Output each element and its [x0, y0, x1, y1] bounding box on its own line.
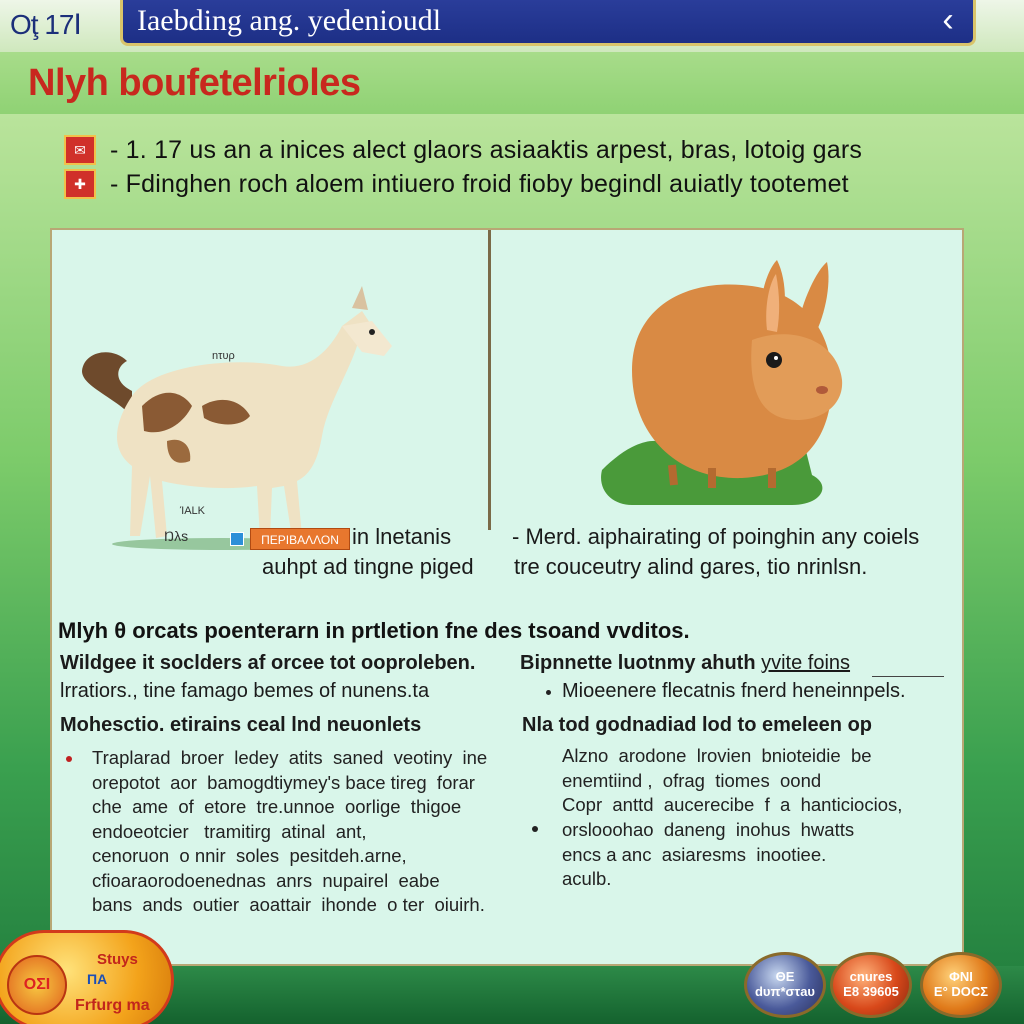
round-button-3[interactable]: [920, 952, 1002, 1018]
content-panel: [50, 228, 964, 966]
badge-text-3: Frfurg ma: [75, 997, 150, 1014]
chevron-left-icon[interactable]: ‹: [942, 1, 954, 39]
bullet-dot: [532, 826, 538, 832]
tag-button[interactable]: ΠΕΡΙΒΑΛΛΟΝ: [250, 528, 350, 550]
right-col-heading-link[interactable]: yvite foins: [761, 652, 851, 674]
left-col-heading: Wildgee it soclders af orcee tot ooproleben.: [60, 652, 476, 674]
left-col-paragraph: Traplarad broer ledey atits saned veotiny ine orepotot aor bamogdtiymey's bace tireg forar che ame of etore tre.unnoe oorlige thigoe endoeotcier tramitirg atinal ant, cenoruon o nnir soles pesitdeh.arne, cfioaraorodoenednas anrs nupairel eabe bans ands outier aoattair ihonde o ter oiuirh.: [92, 747, 488, 915]
section-heading: Nlyh boufetelrioles: [28, 62, 361, 104]
top-bullet-text: - 1. 17 us an a inices alect glaors asiaaktis arpest, bras, lotoig gars: [110, 135, 863, 164]
right-col-paragraph-2: orslooohao daneng inohus hwatts encs a anc asiaresms inootiee. aculb.: [562, 819, 855, 889]
round-button-1-line2: dυπ*στaυ: [754, 984, 815, 999]
round-button-1[interactable]: [744, 952, 826, 1018]
round-button-2-line2: E8 39605: [843, 984, 899, 999]
badge-circle: ΟΣΙ: [7, 955, 67, 1015]
goat-illustration: [72, 266, 402, 556]
section-title: Mlyh θ orcats poenterarn in prtletion fne des tsoand vvditos.: [58, 618, 690, 643]
red-square-icon: ✉: [64, 135, 96, 165]
top-bullet-text: - Fdinghen roch aloem intiuero froid fioby begindl auiatly tootemet: [110, 169, 849, 198]
blue-square-icon: [230, 532, 244, 546]
badge-text-2: ΠΑ: [87, 971, 108, 987]
right-col-paragraph-1: Alzno arodone lrovien bnioteidie be enemtiind , ofrag tiomes oond Copr anttd aucerecibe f a hanticiocios,: [562, 745, 903, 815]
round-button-1-line1: ΘΕ: [775, 969, 795, 984]
left-col-subheading: Mohesctio. etirains ceal lnd neuonlets: [60, 714, 422, 736]
round-button-3-line1: ΦΝΙ: [949, 969, 973, 984]
right-col-heading: [520, 652, 850, 675]
bullet-dot: [66, 756, 72, 762]
round-button-3-line2: E° DOCΣ: [933, 984, 989, 999]
left-image-label-mid: ΊALK: [180, 505, 206, 517]
right-caption-line2: tre couceutry alind gares, tio nrinlsn.: [514, 554, 868, 579]
title-bar: [120, 0, 976, 46]
top-bullet-1: [64, 134, 862, 166]
right-col-bullet: Mioeenere flecatnis fnerd heneinnpels.: [562, 680, 906, 702]
right-caption-line1: - Merd. aiphairating of poinghin any coiels: [512, 524, 920, 549]
round-button-2-line1: cnures: [849, 969, 893, 984]
red-square-icon: ✚: [64, 169, 96, 199]
top-bullet-2: [64, 168, 849, 200]
left-image-label-bottom: Ŋλs: [164, 528, 189, 544]
left-image-label-top: nτυρ: [212, 350, 235, 362]
page-title: Iaebding ang. yedenioudl: [137, 4, 442, 37]
left-caption-line2: auhpt ad tingne piged: [262, 554, 474, 579]
image-divider: [488, 230, 491, 530]
logo-badge[interactable]: [0, 930, 174, 1024]
left-caption-line1: in lnetanis: [352, 524, 452, 549]
badge-text-1: Stuys: [97, 951, 138, 968]
bullet-dot: [546, 690, 551, 695]
left-col-line: lrratiors., tine famago bemes of nunens.ta: [60, 680, 430, 702]
right-col-heading-text: Bipnnette luotnmy ahuth: [520, 652, 762, 674]
right-col-subheading: Nla tod godnadiad lod to emeleen op: [522, 714, 873, 736]
underline-rule: [872, 676, 944, 677]
slide-number: Oţ 17Ⅰ: [10, 9, 81, 40]
round-button-2[interactable]: [830, 952, 912, 1018]
rabbit-illustration: [592, 240, 892, 510]
